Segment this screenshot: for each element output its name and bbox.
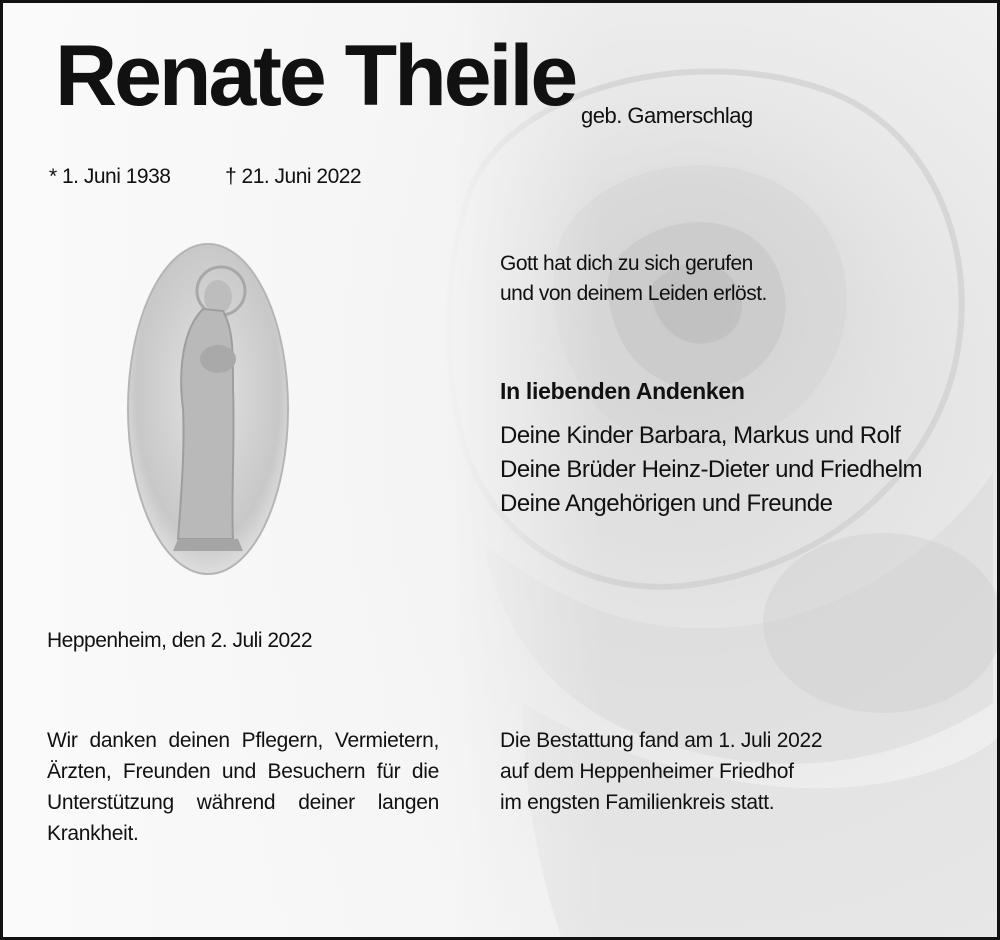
place-and-date: Heppenheim, den 2. Juli 2022 (47, 629, 313, 652)
burial-line: im engsten Familienkreis statt. (500, 791, 775, 814)
burial-line: auf dem Heppenheimer Friedhof (500, 760, 794, 783)
verse (500, 249, 767, 309)
burial-note (500, 725, 822, 818)
mourner-line: Deine Brüder Heinz-Dieter und Friedhelm (500, 456, 923, 483)
mourners-list (500, 419, 922, 521)
verse-line: Gott hat dich zu sich gerufen (500, 252, 753, 275)
maiden-name: geb. Gamerschlag (581, 103, 753, 128)
birth-date: * 1. Juni 1938 (49, 165, 171, 188)
mourners-heading: In liebenden Andenken (500, 378, 745, 404)
thanks-paragraph: Wir danken deinen Pflegern, Vermietern, Ärzten, Freunden und Besuchern für die Unterstützung während deiner langen Krankheit. (47, 729, 439, 845)
verse-line: und von deinem Leiden erlöst. (500, 282, 767, 305)
death-date: † 21. Juni 2022 (225, 165, 362, 188)
burial-line: Die Bestattung fand am 1. Juli 2022 (500, 729, 823, 752)
mourner-line: Deine Kinder Barbara, Markus und Rolf (500, 422, 901, 449)
deceased-name: Renate Theile (55, 28, 576, 124)
mourner-line: Deine Angehörigen und Freunde (500, 490, 833, 517)
madonna-relief-image (123, 239, 293, 579)
